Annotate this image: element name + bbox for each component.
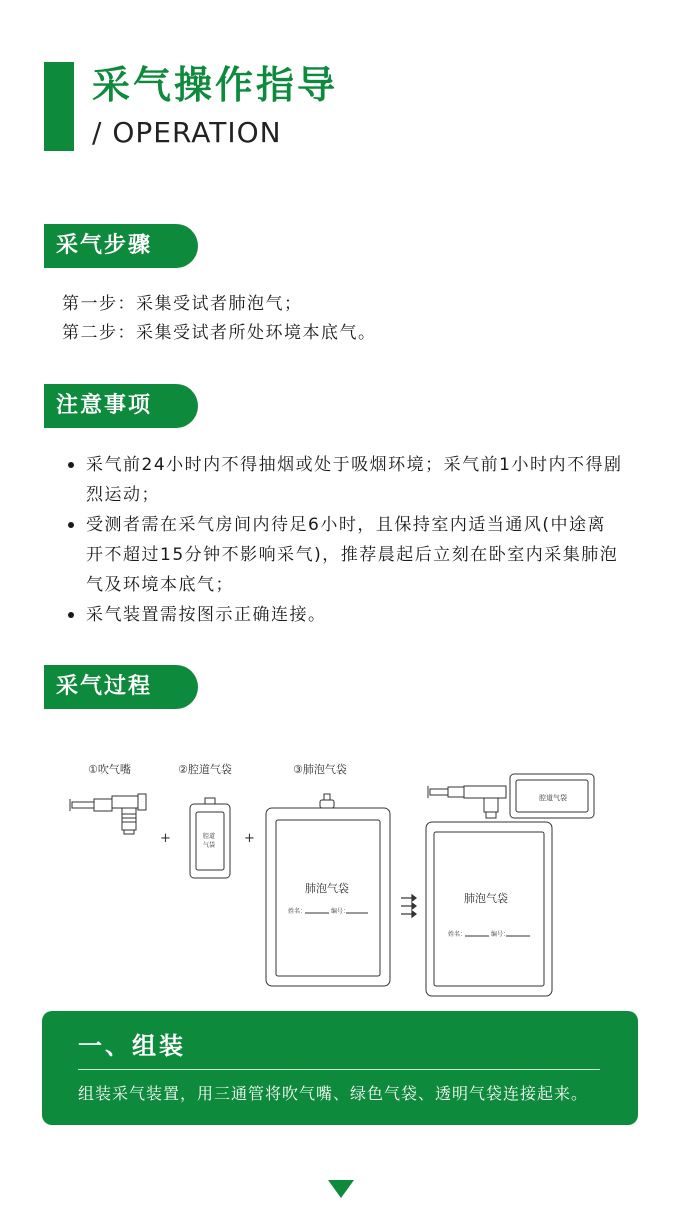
label-channel-bag: ②腔道气袋	[178, 763, 232, 776]
note-item-3: 采气装置需按图示正确连接。	[64, 600, 624, 630]
note-item-2: 受测者需在采气房间内待足6小时，且保持室内适当通风(中途离开不超过15分钟不影响采气)，推荐晨起后立刻在卧室内采集肺泡气及环境本底气；	[64, 510, 624, 600]
label-alveolar-bag: ③肺泡气袋	[293, 763, 347, 776]
assembly-diagram	[0, 750, 680, 1010]
step-item-2: 第二步：采集受试者所处环境本底气。	[62, 323, 377, 343]
assembled-channel-bag-text: 腔道气袋	[539, 794, 567, 802]
plus-sign-1: +	[160, 831, 171, 846]
assembly-title: 一、组装	[78, 1032, 186, 1060]
section-tag-steps: 采气步骤	[44, 224, 198, 268]
page-title: 采气操作指导	[92, 63, 339, 107]
assembled-number-field: 编号：	[491, 931, 510, 938]
assembly-divider	[78, 1069, 600, 1070]
triple-arrow-icon	[401, 895, 416, 917]
step-item-1: 第一步：采集受试者肺泡气；	[62, 294, 303, 314]
note-item-1: 采气前24小时内不得抽烟或处于吸烟环境；采气前1小时内不得剧烈运动；	[64, 450, 624, 510]
title-accent-bar	[44, 62, 74, 151]
section-tag-process: 采气过程	[44, 665, 198, 709]
channel-bag-text-1: 腔道	[203, 833, 216, 840]
page-subtitle: / OPERATION	[92, 116, 282, 149]
channel-bag-text-2: 气袋	[203, 842, 216, 849]
alveolar-bag-text: 肺泡气袋	[305, 882, 349, 895]
assembled-alveolar-bag-text: 肺泡气袋	[464, 892, 508, 905]
steps-list	[62, 290, 377, 348]
assembly-panel	[42, 1011, 638, 1125]
section-tag-notes: 注意事项	[44, 384, 198, 428]
label-mouthpiece: ①吹气嘴	[88, 763, 131, 776]
scroll-down-arrow-icon[interactable]	[328, 1180, 354, 1198]
alveolar-number-field: 编号：	[331, 908, 350, 915]
assembly-description: 组装采气装置，用三通管将吹气嘴、绿色气袋、透明气袋连接起来。	[78, 1084, 589, 1103]
assembled-device-icon	[426, 774, 594, 996]
notes-list	[64, 450, 624, 630]
assembled-name-field: 姓名：	[448, 931, 467, 938]
mouthpiece-icon	[70, 794, 146, 834]
plus-sign-2: +	[244, 831, 255, 846]
alveolar-name-field: 姓名：	[288, 908, 307, 915]
